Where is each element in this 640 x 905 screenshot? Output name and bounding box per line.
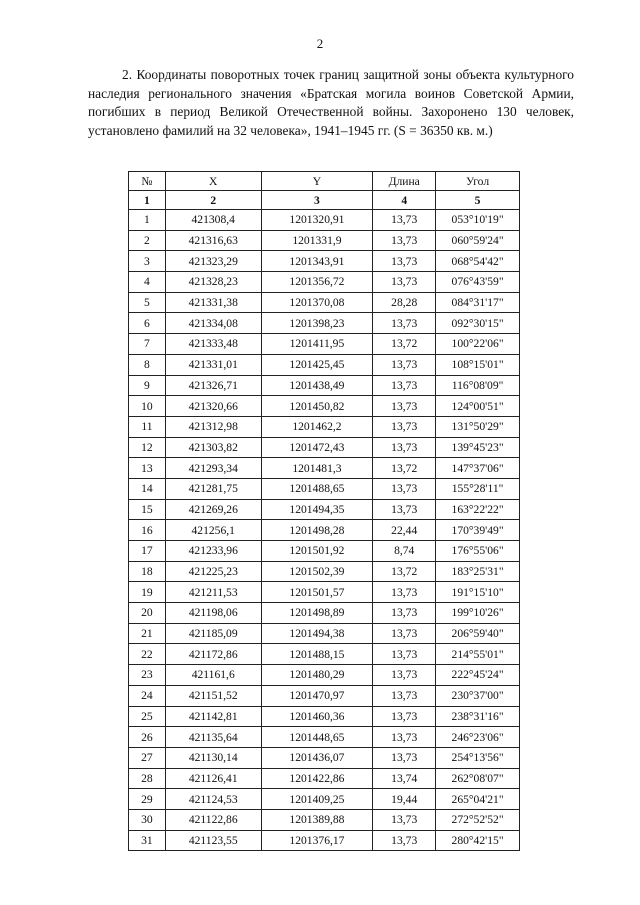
cell-angle: 116°08'09" (436, 375, 520, 396)
cell-angle: 183°25'31" (436, 561, 520, 582)
cell-x: 421256,1 (165, 520, 261, 541)
cell-number: 28 (129, 768, 166, 789)
cell-y: 1201480,29 (261, 665, 373, 686)
table-row (129, 623, 520, 644)
header-length: Длина (373, 172, 436, 191)
cell-number: 23 (129, 665, 166, 686)
cell-number: 8 (129, 354, 166, 375)
cell-length: 13,73 (373, 354, 436, 375)
cell-number: 9 (129, 375, 166, 396)
table-row (129, 685, 520, 706)
cell-x: 421320,66 (165, 396, 261, 417)
cell-number: 6 (129, 313, 166, 334)
cell-angle: 053°10'19" (436, 210, 520, 231)
cell-angle: 155°28'11" (436, 478, 520, 499)
cell-length: 13,73 (373, 375, 436, 396)
table-row (129, 334, 520, 355)
section-heading: 2. Координаты поворотных точек границ защитной зоны объекта культурного наследия регионального значения «Братская могила воинов Советской Армии, погибших в период Великой Отечественной войны. Захоронено 130 человек, установлено фамилий на 32 человека», 1941–1945 гг. (S = 36350 кв. м.) (88, 67, 574, 138)
cell-y: 1201411,95 (261, 334, 373, 355)
column-number-5: 5 (436, 191, 520, 210)
cell-length: 13,73 (373, 603, 436, 624)
table-body (129, 210, 520, 851)
cell-x: 421333,48 (165, 334, 261, 355)
cell-length: 13,73 (373, 685, 436, 706)
cell-angle: 076°43'59" (436, 272, 520, 293)
cell-x: 421328,23 (165, 272, 261, 293)
cell-x: 421303,82 (165, 437, 261, 458)
cell-y: 1201494,38 (261, 623, 373, 644)
cell-x: 421123,55 (165, 830, 261, 851)
cell-angle: 272°52'52" (436, 809, 520, 830)
cell-y: 1201320,91 (261, 210, 373, 231)
cell-length: 13,73 (373, 210, 436, 231)
cell-y: 1201494,35 (261, 499, 373, 520)
cell-y: 1201448,65 (261, 727, 373, 748)
table-row (129, 251, 520, 272)
cell-x: 421281,75 (165, 478, 261, 499)
cell-number: 21 (129, 623, 166, 644)
cell-x: 421293,34 (165, 458, 261, 479)
table-row (129, 230, 520, 251)
cell-angle: 124°00'51" (436, 396, 520, 417)
cell-angle: 176°55'06" (436, 541, 520, 562)
table-row (129, 437, 520, 458)
cell-number: 27 (129, 747, 166, 768)
cell-x: 421334,08 (165, 313, 261, 334)
cell-number: 3 (129, 251, 166, 272)
cell-length: 13,72 (373, 561, 436, 582)
cell-y: 1201460,36 (261, 706, 373, 727)
cell-angle: 265°04'21" (436, 789, 520, 810)
cell-length: 13,73 (373, 665, 436, 686)
cell-length: 13,73 (373, 251, 436, 272)
cell-angle: 108°15'01" (436, 354, 520, 375)
cell-y: 1201501,92 (261, 541, 373, 562)
cell-number: 2 (129, 230, 166, 251)
cell-number: 20 (129, 603, 166, 624)
cell-angle: 100°22'06" (436, 334, 520, 355)
cell-angle: 068°54'42" (436, 251, 520, 272)
header-y: Y (261, 172, 373, 191)
table-row (129, 706, 520, 727)
cell-x: 421331,38 (165, 292, 261, 313)
cell-length: 13,73 (373, 582, 436, 603)
cell-length: 13,73 (373, 499, 436, 520)
table-row (129, 416, 520, 437)
cell-number: 17 (129, 541, 166, 562)
cell-x: 421161,6 (165, 665, 261, 686)
cell-angle: 170°39'49" (436, 520, 520, 541)
table-row (129, 789, 520, 810)
table-row (129, 809, 520, 830)
cell-number: 29 (129, 789, 166, 810)
cell-number: 24 (129, 685, 166, 706)
cell-number: 11 (129, 416, 166, 437)
cell-length: 13,72 (373, 334, 436, 355)
cell-angle: 238°31'16" (436, 706, 520, 727)
cell-angle: 163°22'22" (436, 499, 520, 520)
cell-x: 421211,53 (165, 582, 261, 603)
table-row (129, 747, 520, 768)
cell-angle: 254°13'56" (436, 747, 520, 768)
column-number-4: 4 (373, 191, 436, 210)
cell-x: 421130,14 (165, 747, 261, 768)
cell-y: 1201370,08 (261, 292, 373, 313)
column-number-row (129, 191, 520, 210)
cell-x: 421151,52 (165, 685, 261, 706)
cell-number: 13 (129, 458, 166, 479)
cell-length: 13,73 (373, 313, 436, 334)
cell-x: 421124,53 (165, 789, 261, 810)
table-row (129, 727, 520, 748)
table-row (129, 292, 520, 313)
header-number: № (129, 172, 166, 191)
cell-length: 13,74 (373, 768, 436, 789)
cell-y: 1201356,72 (261, 272, 373, 293)
table-row (129, 313, 520, 334)
table-row (129, 582, 520, 603)
header-angle: Угол (436, 172, 520, 191)
table-row (129, 396, 520, 417)
cell-y: 1201343,91 (261, 251, 373, 272)
cell-length: 13,73 (373, 747, 436, 768)
cell-number: 5 (129, 292, 166, 313)
cell-x: 421142,81 (165, 706, 261, 727)
cell-number: 14 (129, 478, 166, 499)
cell-number: 7 (129, 334, 166, 355)
table-row (129, 665, 520, 686)
cell-y: 1201436,07 (261, 747, 373, 768)
cell-y: 1201501,57 (261, 582, 373, 603)
cell-y: 1201398,23 (261, 313, 373, 334)
cell-angle: 199°10'26" (436, 603, 520, 624)
cell-y: 1201498,28 (261, 520, 373, 541)
coordinates-table (128, 171, 520, 851)
table-row (129, 541, 520, 562)
cell-length: 13,73 (373, 416, 436, 437)
cell-angle: 092°30'15" (436, 313, 520, 334)
cell-y: 1201472,43 (261, 437, 373, 458)
cell-x: 421172,86 (165, 644, 261, 665)
cell-y: 1201438,49 (261, 375, 373, 396)
cell-number: 26 (129, 727, 166, 748)
cell-y: 1201450,82 (261, 396, 373, 417)
cell-length: 13,73 (373, 623, 436, 644)
cell-x: 421233,96 (165, 541, 261, 562)
table-row (129, 644, 520, 665)
cell-number: 15 (129, 499, 166, 520)
cell-length: 13,73 (373, 644, 436, 665)
cell-x: 421316,63 (165, 230, 261, 251)
table-row (129, 354, 520, 375)
cell-x: 421326,71 (165, 375, 261, 396)
cell-angle: 230°37'00" (436, 685, 520, 706)
cell-x: 421198,06 (165, 603, 261, 624)
table-row (129, 478, 520, 499)
cell-x: 421225,23 (165, 561, 261, 582)
cell-angle: 246°23'06" (436, 727, 520, 748)
cell-x: 421122,86 (165, 809, 261, 830)
cell-x: 421135,64 (165, 727, 261, 748)
table-row (129, 520, 520, 541)
cell-number: 1 (129, 210, 166, 231)
cell-y: 1201481,3 (261, 458, 373, 479)
cell-y: 1201462,2 (261, 416, 373, 437)
cell-y: 1201425,45 (261, 354, 373, 375)
cell-x: 421323,29 (165, 251, 261, 272)
table-row (129, 272, 520, 293)
cell-x: 421331,01 (165, 354, 261, 375)
cell-y: 1201389,88 (261, 809, 373, 830)
cell-number: 25 (129, 706, 166, 727)
cell-angle: 222°45'24" (436, 665, 520, 686)
cell-number: 12 (129, 437, 166, 458)
cell-angle: 084°31'17" (436, 292, 520, 313)
cell-y: 1201502,39 (261, 561, 373, 582)
cell-number: 30 (129, 809, 166, 830)
table-row (129, 830, 520, 851)
cell-angle: 147°37'06" (436, 458, 520, 479)
cell-x: 421308,4 (165, 210, 261, 231)
cell-x: 421269,26 (165, 499, 261, 520)
table-row (129, 375, 520, 396)
table-row (129, 499, 520, 520)
cell-length: 19,44 (373, 789, 436, 810)
cell-length: 13,73 (373, 396, 436, 417)
cell-number: 31 (129, 830, 166, 851)
table-row (129, 458, 520, 479)
cell-number: 4 (129, 272, 166, 293)
cell-y: 1201488,65 (261, 478, 373, 499)
cell-angle: 131°50'29" (436, 416, 520, 437)
cell-length: 13,73 (373, 478, 436, 499)
page-number: 2 (316, 36, 324, 51)
cell-y: 1201331,9 (261, 230, 373, 251)
cell-x: 421312,98 (165, 416, 261, 437)
cell-number: 19 (129, 582, 166, 603)
cell-angle: 139°45'23" (436, 437, 520, 458)
cell-length: 13,73 (373, 437, 436, 458)
cell-length: 13,73 (373, 230, 436, 251)
cell-number: 16 (129, 520, 166, 541)
cell-y: 1201409,25 (261, 789, 373, 810)
cell-angle: 214°55'01" (436, 644, 520, 665)
cell-length: 13,73 (373, 727, 436, 748)
cell-angle: 206°59'40" (436, 623, 520, 644)
cell-y: 1201498,89 (261, 603, 373, 624)
cell-number: 10 (129, 396, 166, 417)
cell-length: 13,73 (373, 830, 436, 851)
table-row (129, 210, 520, 231)
table-row (129, 603, 520, 624)
column-number-3: 3 (261, 191, 373, 210)
cell-x: 421185,09 (165, 623, 261, 644)
cell-x: 421126,41 (165, 768, 261, 789)
header-x: X (165, 172, 261, 191)
cell-length: 8,74 (373, 541, 436, 562)
cell-angle: 060°59'24" (436, 230, 520, 251)
column-number-2: 2 (165, 191, 261, 210)
cell-length: 13,72 (373, 458, 436, 479)
cell-length: 13,73 (373, 809, 436, 830)
cell-number: 18 (129, 561, 166, 582)
cell-angle: 191°15'10" (436, 582, 520, 603)
cell-number: 22 (129, 644, 166, 665)
table-row (129, 561, 520, 582)
table-header-row (129, 172, 520, 191)
cell-length: 13,73 (373, 706, 436, 727)
cell-length: 13,73 (373, 272, 436, 293)
cell-y: 1201470,97 (261, 685, 373, 706)
cell-angle: 280°42'15" (436, 830, 520, 851)
cell-y: 1201422,86 (261, 768, 373, 789)
cell-angle: 262°08'07" (436, 768, 520, 789)
cell-y: 1201488,15 (261, 644, 373, 665)
cell-length: 22,44 (373, 520, 436, 541)
column-number-1: 1 (129, 191, 166, 210)
cell-length: 28,28 (373, 292, 436, 313)
table-row (129, 768, 520, 789)
cell-y: 1201376,17 (261, 830, 373, 851)
